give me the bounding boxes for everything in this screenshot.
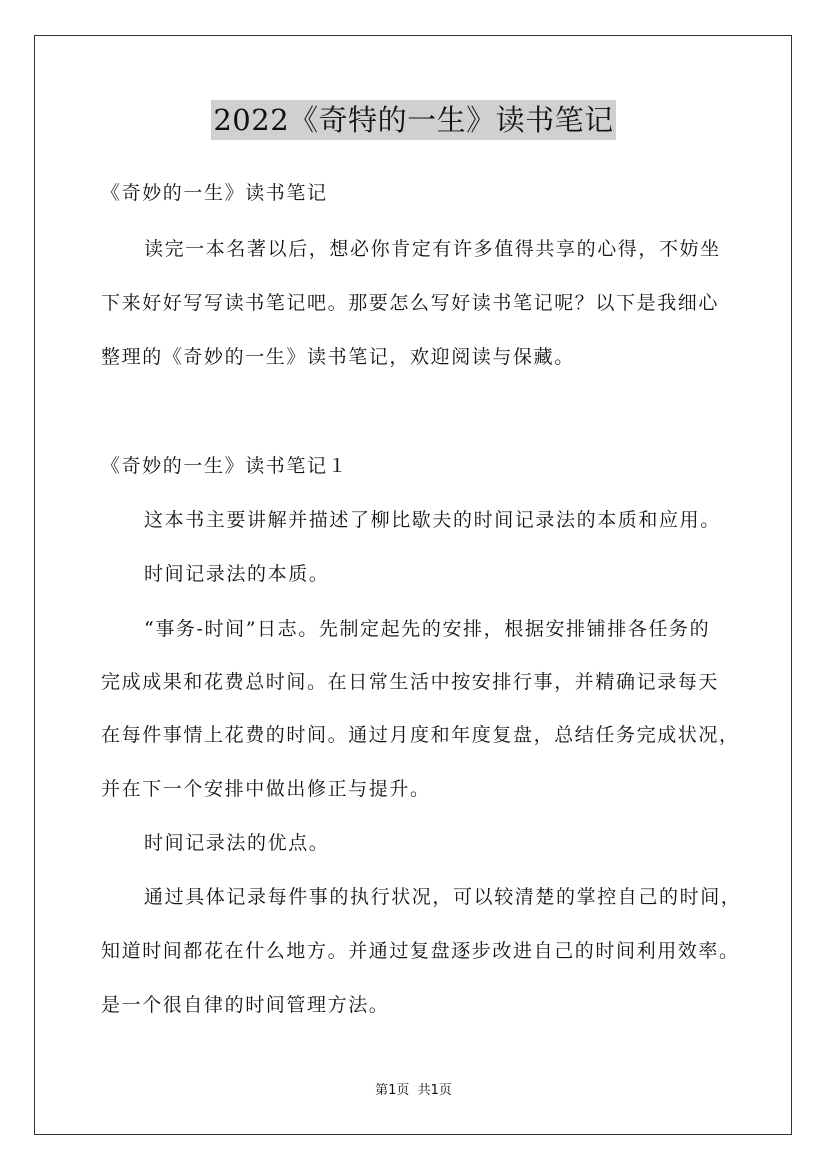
paragraph-5-line-2: 知道时间都花在什么地方。并通过复盘逐步改进自己的时间利用效率。 xyxy=(101,940,740,962)
paragraph-4: 时间记录法的优点。 xyxy=(144,832,330,854)
paragraph-3-line-1: “事务-时间”日志。先制定起先的安排，根据安排铺排各任务的 xyxy=(144,618,711,640)
paragraph-1: 这本书主要讲解并描述了柳比歇夫的时间记录法的本质和应用。 xyxy=(144,509,721,531)
intro-line-3: 整理的《奇妙的一生》读书笔记，欢迎阅读与保藏。 xyxy=(101,346,575,368)
page-footer: 第1页 共1页 xyxy=(375,1083,452,1098)
intro-line-2: 下来好好写写读书笔记吧。那要怎么写好读书笔记呢？以下是我细心 xyxy=(101,292,720,314)
paragraph-3-line-4: 并在下一个安排中做出修正与提升。 xyxy=(101,778,431,800)
section-heading: 《奇妙的一生》读书笔记１ xyxy=(101,455,349,477)
intro-line-1: 读完一本名著以后，想必你肯定有许多值得共享的心得，不妨坐 xyxy=(144,238,721,260)
paragraph-5-line-1: 通过具体记录每件事的执行状况，可以较清楚的掌控自己的时间， xyxy=(144,886,742,908)
paragraph-3-line-2: 完成成果和花费总时间。在日常生活中按安排行事，并精确记录每天 xyxy=(101,671,720,693)
paragraph-5-line-3: 是一个很自律的时间管理方法。 xyxy=(101,994,390,1016)
document-title xyxy=(0,100,827,140)
paragraph-2: 时间记录法的本质。 xyxy=(144,563,330,585)
document-title-text: 2022《奇特的一生》读书笔记 xyxy=(211,100,615,140)
subtitle: 《奇妙的一生》读书笔记 xyxy=(101,182,328,204)
paragraph-3-line-3: 在每件事情上花费的时间。通过月度和年度复盘，总结任务完成状况， xyxy=(101,724,740,746)
